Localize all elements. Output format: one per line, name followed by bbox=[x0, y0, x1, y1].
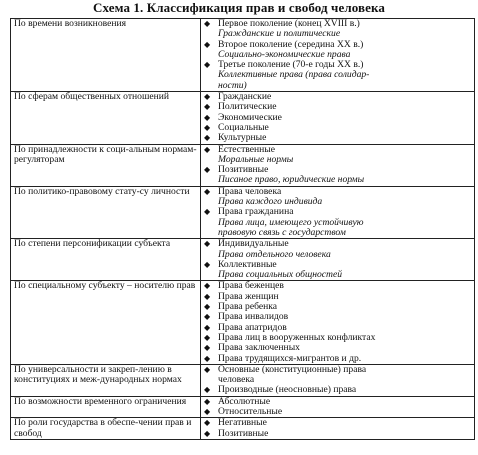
category-item bbox=[204, 19, 471, 29]
criterion-cell: По роли государства в обеспе-чении прав и свобод bbox=[11, 418, 201, 440]
diamond-bullet-icon: ◆ bbox=[204, 312, 211, 322]
table-row bbox=[11, 364, 475, 396]
category-description: Права каждого индивида bbox=[218, 196, 323, 208]
category-label: Права инвалидов bbox=[218, 311, 289, 323]
category-label: Негативные bbox=[218, 417, 267, 429]
category-description: человека bbox=[218, 374, 255, 386]
diamond-bullet-icon: ◆ bbox=[204, 332, 211, 342]
category-item bbox=[204, 145, 471, 155]
category-description: Права социальных общностей bbox=[218, 269, 343, 281]
classification-table bbox=[10, 18, 475, 440]
category-label: Третье поколение (70-е годы XX в.) bbox=[218, 59, 364, 71]
category-label: Абсолютные bbox=[218, 395, 271, 407]
schema-title: Схема 1. Классификация прав и свобод человека bbox=[92, 0, 385, 15]
diamond-bullet-icon: ◆ bbox=[204, 39, 211, 49]
category-label: Экономические bbox=[218, 111, 282, 123]
table-row bbox=[11, 19, 475, 92]
category-label: Индивидуальные bbox=[218, 238, 289, 250]
category-label: Политические bbox=[218, 101, 277, 113]
diamond-bullet-icon: ◆ bbox=[204, 207, 211, 217]
category-label: Права беженцев bbox=[218, 280, 284, 292]
category-item bbox=[204, 385, 471, 395]
category-item bbox=[204, 365, 471, 375]
criterion-cell: По политико-правовому стату-су личности bbox=[11, 186, 201, 238]
category-cell bbox=[201, 396, 475, 418]
criterion-cell: По степени персонификации субъекта bbox=[11, 239, 201, 281]
diamond-bullet-icon: ◆ bbox=[204, 428, 211, 438]
table-body bbox=[11, 19, 475, 440]
diamond-bullet-icon: ◆ bbox=[204, 165, 211, 175]
diamond-bullet-icon: ◆ bbox=[204, 396, 211, 406]
table-row bbox=[11, 144, 475, 186]
diamond-bullet-icon: ◆ bbox=[204, 144, 211, 154]
diamond-bullet-icon: ◆ bbox=[204, 133, 211, 143]
table-row bbox=[11, 186, 475, 238]
category-cell bbox=[201, 186, 475, 238]
category-label: Естественные bbox=[218, 143, 275, 155]
diamond-bullet-icon: ◆ bbox=[204, 60, 211, 70]
criterion-cell: По универсальности и закреп-лению в конституциях и меж-дународных нормах bbox=[11, 364, 201, 396]
category-description: Гражданские и политические bbox=[218, 28, 341, 40]
diamond-bullet-icon: ◆ bbox=[204, 19, 211, 28]
diamond-bullet-icon: ◆ bbox=[204, 406, 211, 416]
category-label: Права женщин bbox=[218, 290, 279, 302]
category-item bbox=[204, 133, 471, 143]
criterion-cell: По специальному субъекту – носителю прав bbox=[11, 281, 201, 364]
diamond-bullet-icon: ◆ bbox=[204, 343, 211, 353]
category-description: Коллективные права (права солидар- bbox=[218, 69, 370, 81]
table-row bbox=[11, 239, 475, 281]
category-item bbox=[204, 354, 471, 364]
diamond-bullet-icon: ◆ bbox=[204, 122, 211, 132]
category-item bbox=[204, 187, 471, 197]
category-label: Права лиц в вооруженных конфликтах bbox=[218, 331, 376, 343]
category-label: Коллективные bbox=[218, 258, 277, 270]
criterion-cell: По времени возникновения bbox=[11, 19, 201, 92]
category-label: Производные (неосновные) права bbox=[218, 384, 357, 396]
diamond-bullet-icon: ◆ bbox=[204, 259, 211, 269]
category-cell bbox=[201, 239, 475, 281]
criterion-cell: По принадлежности к соци-альным нормам-регуляторам bbox=[11, 144, 201, 186]
category-cell bbox=[201, 92, 475, 144]
category-label: Первое поколение (конец XVIII в.) bbox=[218, 18, 360, 29]
diamond-bullet-icon: ◆ bbox=[204, 302, 211, 312]
table-row bbox=[11, 92, 475, 144]
category-item bbox=[204, 429, 471, 439]
category-cell bbox=[201, 19, 475, 92]
diamond-bullet-icon: ◆ bbox=[204, 353, 211, 363]
category-description: Писаное право, юридические нормы bbox=[218, 174, 365, 186]
category-item bbox=[204, 60, 471, 70]
table-row bbox=[11, 418, 475, 440]
category-item bbox=[204, 407, 471, 417]
diamond-bullet-icon: ◆ bbox=[204, 112, 211, 122]
category-label: Позитивные bbox=[218, 427, 269, 439]
category-description: Социально-экономические права bbox=[218, 48, 351, 60]
diamond-bullet-icon: ◆ bbox=[204, 322, 211, 332]
category-description: Права лица, имеющего устойчивую bbox=[218, 216, 364, 228]
category-label: Второе поколение (середина XX в.) bbox=[218, 38, 364, 50]
diamond-bullet-icon: ◆ bbox=[204, 281, 211, 291]
table-row bbox=[11, 281, 475, 364]
diamond-bullet-icon: ◆ bbox=[204, 385, 211, 395]
category-label: Права человека bbox=[218, 185, 282, 197]
diamond-bullet-icon: ◆ bbox=[204, 364, 211, 374]
category-description: Моральные нормы bbox=[218, 153, 294, 165]
category-label: Права трудящихся-мигрантов и др. bbox=[218, 352, 362, 364]
category-item bbox=[204, 207, 471, 217]
category-label: Культурные bbox=[218, 132, 267, 144]
category-label: Относительные bbox=[218, 405, 283, 417]
category-label: Права заключенных bbox=[218, 342, 300, 354]
category-label: Права ребенка bbox=[218, 301, 278, 313]
diamond-bullet-icon: ◆ bbox=[204, 291, 211, 301]
category-label: Позитивные bbox=[218, 164, 269, 176]
diamond-bullet-icon: ◆ bbox=[204, 102, 211, 112]
diamond-bullet-icon: ◆ bbox=[204, 239, 211, 249]
category-description: Права отдельного человека bbox=[218, 248, 331, 260]
category-description: ности) bbox=[218, 79, 247, 91]
category-label: Права апатридов bbox=[218, 321, 287, 333]
diamond-bullet-icon: ◆ bbox=[204, 418, 211, 428]
category-item bbox=[204, 165, 471, 175]
table-row bbox=[11, 396, 475, 418]
category-label: Социальные bbox=[218, 121, 269, 133]
category-cell bbox=[201, 281, 475, 364]
category-item bbox=[204, 260, 471, 270]
category-label: Права гражданина bbox=[218, 206, 294, 218]
diamond-bullet-icon: ◆ bbox=[204, 92, 211, 102]
category-description: правовую связь с государством bbox=[218, 226, 346, 238]
category-cell bbox=[201, 144, 475, 186]
category-label: Основные (конституционные) права bbox=[218, 363, 367, 375]
category-label: Гражданские bbox=[218, 91, 272, 103]
criterion-cell: По сферам общественных отношений bbox=[11, 92, 201, 144]
category-item bbox=[204, 40, 471, 50]
criterion-cell: По возможности временного ограничения bbox=[11, 396, 201, 418]
category-cell bbox=[201, 364, 475, 396]
category-cell bbox=[201, 418, 475, 440]
diamond-bullet-icon: ◆ bbox=[204, 186, 211, 196]
category-item bbox=[204, 239, 471, 249]
